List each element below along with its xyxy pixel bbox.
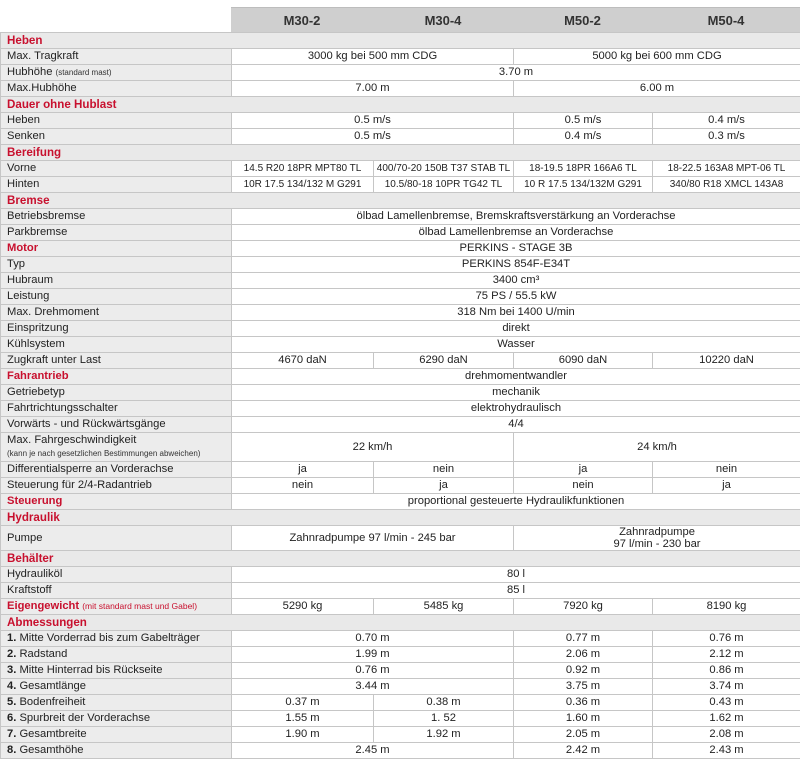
label-text: Gesamtbreite: [19, 728, 86, 740]
cell-value: 10.5/80-18 10PR TG42 TL: [374, 177, 514, 193]
cell-value: 5290 kg: [232, 599, 374, 615]
header-blank: [0, 0, 231, 32]
cell-value: 1.90 m: [232, 727, 374, 743]
label-note: (kann je nach gesetzlichen Bestimmungen abweichen): [7, 447, 231, 460]
row-label: Einspritzung: [1, 321, 232, 337]
row-label: Steuerung für 2/4-Radantrieb: [1, 478, 232, 494]
table-header: [0, 0, 800, 32]
table-row: [1, 478, 800, 494]
cell-value: 1.60 m: [514, 711, 653, 727]
cell-value: 8190 kg: [653, 599, 800, 615]
table-row: [1, 65, 800, 81]
cell-value: ja: [653, 478, 800, 494]
row-label: [1, 743, 232, 759]
table-row: [1, 289, 800, 305]
item-number: 3.: [7, 664, 16, 676]
cell-value: 14.5 R20 18PR MPT80 TL: [232, 161, 374, 177]
cell-value: 1.62 m: [653, 711, 800, 727]
cell-value: ja: [514, 462, 653, 478]
cell-value: 2.45 m: [232, 743, 514, 759]
cell-value: 1.99 m: [232, 647, 514, 663]
table-row: [1, 567, 800, 583]
cell-value: Wasser: [232, 337, 800, 353]
row-label: [1, 433, 232, 462]
cell-value: 0.77 m: [514, 631, 653, 647]
label-text: Hubhöhe: [7, 66, 52, 78]
table-row: [1, 647, 800, 663]
item-number: 1.: [7, 632, 16, 644]
cell-value: 1. 52: [374, 711, 514, 727]
row-label: [1, 711, 232, 727]
cell-value: ölbad Lamellenbremse, Bremskraftsverstärkung an Vorderachse: [232, 209, 800, 225]
table-row: [1, 49, 800, 65]
row-label: Kühlsystem: [1, 337, 232, 353]
cell-value: PERKINS 854F-E34T: [232, 257, 800, 273]
label-text: Gesamthöhe: [19, 744, 83, 756]
item-number: 7.: [7, 728, 16, 740]
cell-value: 318 Nm bei 1400 U/min: [232, 305, 800, 321]
row-label: Heben: [1, 113, 232, 129]
cell-value: 1.55 m: [232, 711, 374, 727]
model-header-m30-4: M30-4: [373, 7, 513, 33]
spec-table: [0, 32, 800, 759]
cell-value: nein: [232, 478, 374, 494]
cell-value: drehmomentwandler: [232, 369, 800, 385]
cell-value: elektrohydraulisch: [232, 401, 800, 417]
table-row: [1, 695, 800, 711]
section-row: [1, 193, 800, 209]
table-row: [1, 583, 800, 599]
cell-value: 75 PS / 55.5 kW: [232, 289, 800, 305]
row-label: [1, 679, 232, 695]
pumpe-line-2: 97 l/min - 230 bar: [514, 538, 800, 550]
item-number: 5.: [7, 696, 16, 708]
cell-value: 2.43 m: [653, 743, 800, 759]
row-label: Betriebsbremse: [1, 209, 232, 225]
cell-value: 0.36 m: [514, 695, 653, 711]
table-row: [1, 631, 800, 647]
row-label: Zugkraft unter Last: [1, 353, 232, 369]
section-hydraulik: Hydraulik: [1, 510, 800, 526]
section-row: [1, 551, 800, 567]
table-row: [1, 417, 800, 433]
cell-value: ja: [232, 462, 374, 478]
table-row: [1, 679, 800, 695]
cell-value: 18-22.5 163A8 MPT-06 TL: [653, 161, 800, 177]
cell-value: nein: [653, 462, 800, 478]
cell-value: ja: [374, 478, 514, 494]
cell-value: 6290 daN: [374, 353, 514, 369]
cell-value: 24 km/h: [514, 433, 800, 462]
section-row: [1, 33, 800, 49]
table-row: [1, 257, 800, 273]
row-label: Hydrauliköl: [1, 567, 232, 583]
row-label: Kraftstoff: [1, 583, 232, 599]
label-text: Radstand: [19, 648, 67, 660]
cell-value: 3000 kg bei 500 mm CDG: [232, 49, 514, 65]
cell-value: 0.4 m/s: [653, 113, 800, 129]
table-row: [1, 225, 800, 241]
cell-value: 22 km/h: [232, 433, 514, 462]
cell-value: 0.86 m: [653, 663, 800, 679]
label-text: Mitte Hinterrad bis Rückseite: [19, 664, 162, 676]
section-title: Eigengewicht: [7, 600, 79, 612]
label-text: Max. Fahrgeschwindigkeit: [7, 434, 231, 447]
cell-value: 5000 kg bei 600 mm CDG: [514, 49, 800, 65]
cell-value: direkt: [232, 321, 800, 337]
cell-value: 2.42 m: [514, 743, 653, 759]
row-label: [1, 695, 232, 711]
table-row: [1, 337, 800, 353]
cell-value: 0.4 m/s: [514, 129, 653, 145]
row-label: Fahrtrichtungsschalter: [1, 401, 232, 417]
cell-value: Zahnradpumpe 97 l/min - 245 bar: [232, 526, 514, 551]
table-row: [1, 433, 800, 462]
section-row: [1, 145, 800, 161]
table-row: [1, 161, 800, 177]
table-row: [1, 81, 800, 97]
row-label: Hinten: [1, 177, 232, 193]
table-row: [1, 113, 800, 129]
section-fahrantrieb: Fahrantrieb: [1, 369, 232, 385]
model-header-m50-4: M50-4: [652, 7, 800, 33]
cell-value: 80 l: [232, 567, 800, 583]
cell-value: 7920 kg: [514, 599, 653, 615]
cell-value: 6.00 m: [514, 81, 800, 97]
row-label: Pumpe: [1, 526, 232, 551]
cell-value: 3400 cm³: [232, 273, 800, 289]
table-row: [1, 743, 800, 759]
row-label: Differentialsperre an Vorderachse: [1, 462, 232, 478]
item-number: 8.: [7, 744, 16, 756]
cell-value: 4670 daN: [232, 353, 374, 369]
cell-value: 340/80 R18 XMCL 143A8: [653, 177, 800, 193]
section-note: (mit standard mast und Gabel): [82, 601, 197, 611]
row-label: Vorne: [1, 161, 232, 177]
cell-value: mechanik: [232, 385, 800, 401]
cell-value: 2.06 m: [514, 647, 653, 663]
section-abmessungen: Abmessungen: [1, 615, 800, 631]
cell-value: 0.5 m/s: [514, 113, 653, 129]
table-row: [1, 599, 800, 615]
label-text: Mitte Vorderrad bis zum Gabelträger: [19, 632, 199, 644]
cell-value: 400/70-20 150B T37 STAB TL: [374, 161, 514, 177]
cell-value: 0.43 m: [653, 695, 800, 711]
cell-value: 18-19.5 18PR 166A6 TL: [514, 161, 653, 177]
label-text: Spurbreit der Vorderachse: [19, 712, 150, 724]
row-label: Max.Hubhöhe: [1, 81, 232, 97]
table-row: [1, 727, 800, 743]
cell-value: 3.44 m: [232, 679, 514, 695]
table-row: [1, 526, 800, 551]
cell-value: 0.76 m: [653, 631, 800, 647]
table-row: [1, 321, 800, 337]
cell-value: 4/4: [232, 417, 800, 433]
table-row: [1, 273, 800, 289]
table-row: [1, 494, 800, 510]
section-bereifung: Bereifung: [1, 145, 800, 161]
model-header-m50-2: M50-2: [513, 7, 652, 33]
row-label: Getriebetyp: [1, 385, 232, 401]
section-motor: Motor: [1, 241, 232, 257]
section-row: [1, 615, 800, 631]
cell-value: PERKINS - STAGE 3B: [232, 241, 800, 257]
cell-value: 0.92 m: [514, 663, 653, 679]
cell-value: 0.3 m/s: [653, 129, 800, 145]
row-label: Max. Drehmoment: [1, 305, 232, 321]
cell-value: 0.70 m: [232, 631, 514, 647]
cell-value: nein: [374, 462, 514, 478]
cell-value: [514, 526, 800, 551]
row-label: [1, 727, 232, 743]
table-row: [1, 241, 800, 257]
section-heben: Heben: [1, 33, 800, 49]
table-row: [1, 401, 800, 417]
cell-value: 0.38 m: [374, 695, 514, 711]
cell-value: 85 l: [232, 583, 800, 599]
table-row: [1, 305, 800, 321]
model-header-m30-2: M30-2: [231, 7, 373, 33]
row-label: Max. Tragkraft: [1, 49, 232, 65]
table-row: [1, 177, 800, 193]
table-row: [1, 369, 800, 385]
row-label: [1, 631, 232, 647]
row-label: Typ: [1, 257, 232, 273]
label-note: (standard mast): [56, 68, 112, 77]
table-row: [1, 129, 800, 145]
table-row: [1, 209, 800, 225]
cell-value: nein: [514, 478, 653, 494]
row-label: [1, 65, 232, 81]
cell-value: 3.75 m: [514, 679, 653, 695]
section-steuerung: Steuerung: [1, 494, 232, 510]
section-eigengewicht: [1, 599, 232, 615]
cell-value: 10 R 17.5 134/132M G291: [514, 177, 653, 193]
row-label: [1, 663, 232, 679]
cell-value: ölbad Lamellenbremse an Vorderachse: [232, 225, 800, 241]
table-row: [1, 385, 800, 401]
cell-value: proportional gesteuerte Hydraulikfunktionen: [232, 494, 800, 510]
label-text: Gesamtlänge: [19, 680, 86, 692]
table-row: [1, 711, 800, 727]
section-row: [1, 510, 800, 526]
table-row: [1, 462, 800, 478]
cell-value: 0.5 m/s: [232, 113, 514, 129]
cell-value: 2.12 m: [653, 647, 800, 663]
item-number: 4.: [7, 680, 16, 692]
pumpe-line-1: Zahnradpumpe: [514, 526, 800, 538]
section-bremse: Bremse: [1, 193, 800, 209]
cell-value: 2.08 m: [653, 727, 800, 743]
label-text: Bodenfreiheit: [19, 696, 85, 708]
section-row: [1, 97, 800, 113]
cell-value: 0.37 m: [232, 695, 374, 711]
row-label: Vorwärts - und Rückwärtsgänge: [1, 417, 232, 433]
cell-value: 6090 daN: [514, 353, 653, 369]
cell-value: 7.00 m: [232, 81, 514, 97]
cell-value: 0.5 m/s: [232, 129, 514, 145]
cell-value: 10220 daN: [653, 353, 800, 369]
cell-value: 3.70 m: [232, 65, 800, 81]
section-dauer: Dauer ohne Hublast: [1, 97, 800, 113]
row-label: Leistung: [1, 289, 232, 305]
row-label: Senken: [1, 129, 232, 145]
cell-value: 0.76 m: [232, 663, 514, 679]
table-row: [1, 353, 800, 369]
row-label: Parkbremse: [1, 225, 232, 241]
item-number: 6.: [7, 712, 16, 724]
cell-value: 10R 17.5 134/132 M G291: [232, 177, 374, 193]
item-number: 2.: [7, 648, 16, 660]
cell-value: 5485 kg: [374, 599, 514, 615]
row-label: [1, 647, 232, 663]
section-behaelter: Behälter: [1, 551, 800, 567]
cell-value: 1.92 m: [374, 727, 514, 743]
table-row: [1, 663, 800, 679]
row-label: Hubraum: [1, 273, 232, 289]
cell-value: 3.74 m: [653, 679, 800, 695]
cell-value: 2.05 m: [514, 727, 653, 743]
